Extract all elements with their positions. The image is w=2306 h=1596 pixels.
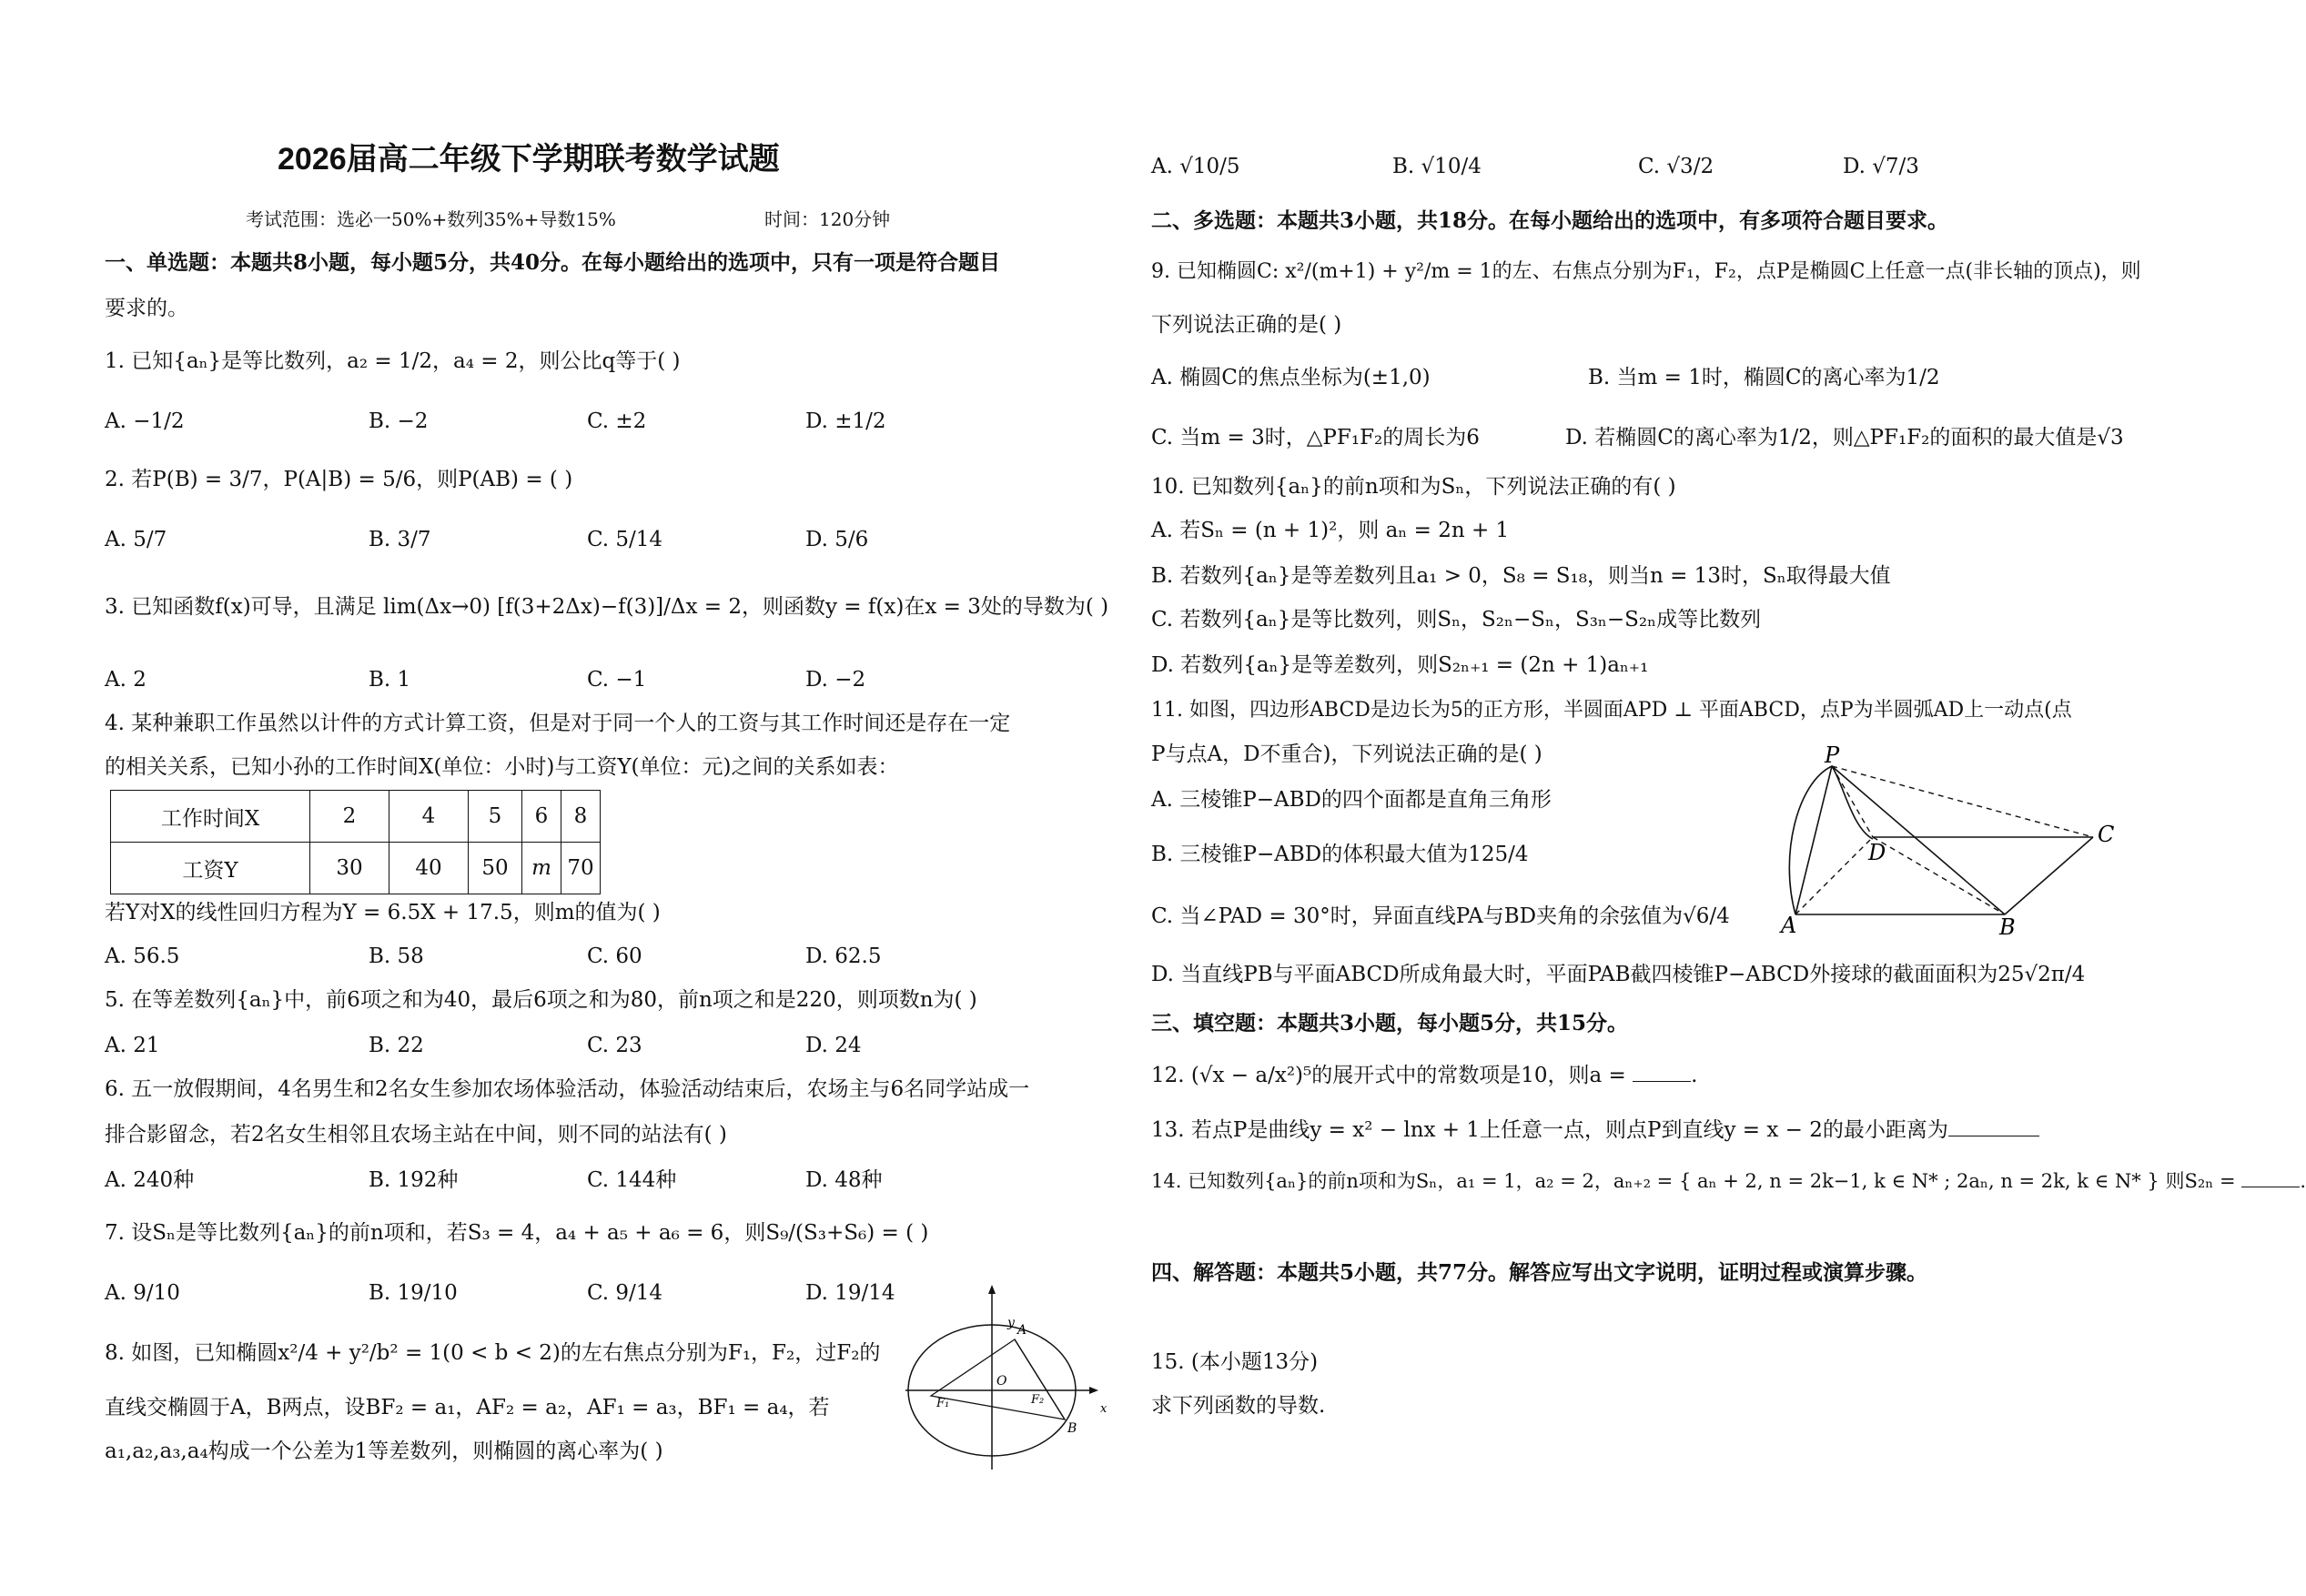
edge-pc — [1832, 766, 2093, 837]
exam-scope: 考试范围：选必一50%+数列35%+导数15% — [246, 208, 616, 230]
table-cell: 70 — [561, 843, 601, 894]
edge-pd — [1832, 766, 1873, 837]
label-y: y — [1007, 1316, 1015, 1330]
q8-option-c: C. √3/2 — [1638, 155, 1714, 178]
table-cell: 5 — [469, 791, 522, 843]
y-axis-arrow-icon — [988, 1285, 996, 1294]
q4-data-table — [110, 790, 601, 894]
q12-answer-blank[interactable] — [1633, 1061, 1691, 1082]
q12-text: 12. (√x − a/x²)⁵的展开式中的常数项是10，则a = — [1151, 1064, 1626, 1087]
q8-stem-3: a₁,a₂,a₃,a₄构成一个公差为1等差数列，则椭圆的离心率为( ) — [105, 1439, 663, 1463]
q13-answer-blank[interactable] — [1948, 1116, 2039, 1136]
q9-option-a: A. 椭圆C的焦点坐标为(±1,0) — [1151, 366, 1431, 389]
q5-option-b: B. 22 — [369, 1034, 424, 1057]
q7-stem: 7. 设Sₙ是等比数列{aₙ}的前n项和，若S₃ = 4，a₄ + a₅ + a₆ = 6，则S₉/(S₃+S₆) = ( ) — [105, 1221, 929, 1245]
q9-option-c: C. 当m = 3时，△PF₁F₂的周长为6 — [1151, 426, 1480, 450]
q7-option-d: D. 19/14 — [805, 1281, 895, 1305]
table-cell: 工作时间X — [111, 791, 310, 843]
q11-option-a: A. 三棱锥P−ABD的四个面都是直角三角形 — [1151, 788, 1552, 812]
q4-stem-2: 的相关关系，已知小孙的工作时间X(单位：小时)与工资Y(单位：元)之间的关系如表： — [105, 755, 899, 779]
edge-pb — [1832, 766, 2005, 914]
table-cell: 2 — [310, 791, 389, 843]
exam-time: 时间：120分钟 — [764, 208, 891, 230]
label-f2: F₂ — [1031, 1393, 1045, 1407]
table-cell: 30 — [310, 843, 389, 894]
q3-option-b: B. 1 — [369, 668, 411, 692]
q5-stem: 5. 在等差数列{aₙ}中，前6项之和为40，最后6项之和为80，前n项之和是220，则项数n为( ) — [105, 988, 977, 1012]
table-cell: m — [522, 843, 561, 894]
q10-option-a: A. 若Sₙ = (n + 1)²，则 aₙ = 2n + 1 — [1151, 519, 1510, 542]
q5-option-a: A. 21 — [105, 1034, 160, 1057]
x-axis-arrow-icon — [1089, 1387, 1098, 1394]
section1-heading: 一、单选题：本题共8小题，每小题5分，共40分。在每小题给出的选项中，只有一项是符合题目 — [105, 250, 1001, 275]
q15-title: 15. (本小题13分) — [1151, 1350, 1319, 1374]
q9-stem-2: 下列说法正确的是( ) — [1151, 313, 1342, 337]
table-cell: 50 — [469, 843, 522, 894]
table-cell: 8 — [561, 791, 601, 843]
q9-option-b: B. 当m = 1时，椭圆C的离心率为1/2 — [1588, 366, 1940, 389]
table-row — [111, 791, 601, 843]
q2-option-d: D. 5/6 — [805, 528, 869, 551]
label-o: O — [996, 1374, 1007, 1389]
label-x: x — [1100, 1402, 1107, 1416]
q3-stem: 3. 已知函数f(x)可导，且满足 lim(Δx→0) [f(3+2Δx)−f(3)]/Δx = 2，则函数y = f(x)在x = 3处的导数为( ) — [105, 595, 1109, 619]
q6-option-c: C. 144种 — [587, 1168, 677, 1192]
section2-heading: 二、多选题：本题共3小题，共18分。在每小题给出的选项中，有多项符合题目要求。 — [1151, 208, 1949, 233]
q6-option-d: D. 48种 — [805, 1168, 883, 1192]
q15-instruction: 求下列函数的导数. — [1151, 1394, 1326, 1418]
q4-option-c: C. 60 — [587, 944, 642, 968]
label-d: D — [1868, 840, 1886, 865]
q5-option-d: D. 24 — [805, 1034, 862, 1057]
q4-stem-1: 4. 某种兼职工作虽然以计件的方式计算工资，但是对于同一个人的工资与其工作时间还是存在一定 — [105, 712, 1011, 735]
q8-option-b: B. √10/4 — [1392, 155, 1482, 178]
q7-option-a: A. 9/10 — [105, 1281, 180, 1305]
q2-stem: 2. 若P(B) = 3/7，P(A|B) = 5/6，则P(AB) = ( ) — [105, 468, 573, 491]
label-a: A — [1781, 913, 1797, 938]
q3-option-d: D. −2 — [805, 668, 866, 692]
section4-heading: 四、解答题：本题共5小题，共77分。解答应写出文字说明，证明过程或演算步骤。 — [1151, 1260, 1928, 1285]
q11-option-d: D. 当直线PB与平面ABCD所成角最大时，平面PAB截四棱锥P−ABCD外接球的截面面积为25√2π/4 — [1151, 963, 2086, 986]
q14-answer-blank[interactable] — [2241, 1167, 2300, 1187]
q2-option-c: C. 5/14 — [587, 528, 663, 551]
q4-option-a: A. 56.5 — [105, 944, 180, 968]
semicircle-arc — [1789, 766, 1873, 914]
q9-stem-1: 9. 已知椭圆C: x²/(m+1) + y²/m = 1的左、右焦点分别为F₁，F₂，点P是椭圆C上任意一点(非长轴的顶点)，则 — [1151, 260, 2141, 283]
q9-option-d: D. 若椭圆C的离心率为1/2，则△PF₁F₂的面积的最大值是√3 — [1565, 426, 2124, 450]
label-a: A — [1017, 1323, 1027, 1338]
q8-stem-1: 8. 如图，已知椭圆x²/4 + y²/b² = 1(0 < b < 2)的左右焦点分别为F₁，F₂，过F₂的 — [105, 1341, 881, 1365]
q10-option-b: B. 若数列{aₙ}是等差数列且a₁ > 0，S₈ = S₁₈，则当n = 13时，Sₙ取得最大值 — [1151, 564, 1891, 588]
q11-stem-2: P与点A，D不重合)，下列说法正确的是( ) — [1151, 742, 1542, 766]
q7-option-c: C. 9/14 — [587, 1281, 663, 1305]
label-p: P — [1825, 742, 1840, 768]
q6-stem-2: 排合影留念，若2名女生相邻且农场主站在中间，则不同的站法有( ) — [105, 1123, 727, 1146]
q8-option-a: A. √10/5 — [1151, 155, 1240, 178]
q8-option-d: D. √7/3 — [1843, 155, 1919, 178]
q11-option-b: B. 三棱锥P−ABD的体积最大值为125/4 — [1151, 843, 1529, 866]
q4-option-d: D. 62.5 — [805, 944, 882, 968]
q5-option-c: C. 23 — [587, 1034, 642, 1057]
page-title: 2026届高二年级下学期联考数学试题 — [278, 142, 780, 177]
table-row — [111, 843, 601, 894]
q1-option-b: B. −2 — [369, 409, 429, 433]
section3-heading: 三、填空题：本题共3小题，每小题5分，共15分。 — [1151, 1011, 1629, 1035]
q1-option-a: A. −1/2 — [105, 409, 185, 433]
label-f1: F₁ — [936, 1397, 950, 1410]
label-b: B — [1067, 1421, 1077, 1436]
q1-stem: 1. 已知{aₙ}是等比数列，a₂ = 1/2，a₄ = 2，则公比q等于( ) — [105, 349, 681, 373]
edge-pa — [1795, 766, 1832, 914]
q6-option-a: A. 240种 — [105, 1168, 195, 1192]
q12-stem: 12. (√x − a/x²)⁵的展开式中的常数项是10，则a = . — [1151, 1061, 1697, 1089]
edge-bc — [2005, 837, 2093, 914]
q10-option-c: C. 若数列{aₙ}是等比数列，则Sₙ，S₂ₙ−Sₙ，S₃ₙ−S₂ₙ成等比数列 — [1151, 608, 1762, 631]
section1-heading-cont: 要求的。 — [105, 297, 188, 320]
q6-stem-1: 6. 五一放假期间，4名男生和2名女生参加农场体验活动，体验活动结束后，农场主与6名同学站成一 — [105, 1077, 1030, 1101]
q3-option-c: C. −1 — [587, 668, 647, 692]
q13-text: 13. 若点P是曲线y = x² − lnx + 1上任意一点，则点P到直线y = x − 2的最小距离为 — [1151, 1118, 1948, 1142]
q10-option-d: D. 若数列{aₙ}是等差数列，则S₂ₙ₊₁ = (2n + 1)aₙ₊₁ — [1151, 653, 1649, 677]
chord-ab — [1015, 1339, 1065, 1419]
q11-option-c: C. 当∠PAD = 30°时，异面直线PA与BD夹角的余弦值为√6/4 — [1151, 904, 1730, 928]
edge-db — [1873, 837, 2005, 914]
q14-text: 14. 已知数列{aₙ}的前n项和为Sₙ，a₁ = 1，a₂ = 2，aₙ₊₂ = { aₙ + 2, n = 2k−1, k ∈ N* ; 2aₙ, n = 2k, k ∈ N* } 则S₂ₙ = — [1151, 1170, 2236, 1192]
q8-ellipse-figure — [905, 1283, 1119, 1474]
label-c: C — [2098, 822, 2115, 847]
q11-pyramid-figure — [1779, 742, 2125, 940]
table-cell: 4 — [389, 791, 469, 843]
q11-stem-1: 11. 如图，四边形ABCD是边长为5的正方形，半圆面APD ⊥ 平面ABCD，点P为半圆弧AD上一动点(点 — [1151, 699, 2072, 722]
q1-option-d: D. ±1/2 — [805, 409, 886, 433]
q4-option-b: B. 58 — [369, 944, 424, 968]
q1-option-c: C. ±2 — [587, 409, 647, 433]
q4-stem-3: 若Y对X的线性回归方程为Y = 6.5X + 17.5，则m的值为( ) — [105, 901, 661, 924]
table-cell: 6 — [522, 791, 561, 843]
q10-stem: 10. 已知数列{aₙ}的前n项和为Sₙ，下列说法正确的有( ) — [1151, 475, 1676, 499]
q13-stem — [1151, 1116, 2039, 1144]
table-cell: 工资Y — [111, 843, 310, 894]
label-b: B — [1999, 914, 2016, 940]
edge-ad — [1795, 837, 1873, 914]
q7-option-b: B. 19/10 — [369, 1281, 458, 1305]
q3-option-a: A. 2 — [105, 668, 147, 692]
q2-option-b: B. 3/7 — [369, 528, 431, 551]
q14-stem: 14. 已知数列{aₙ}的前n项和为Sₙ，a₁ = 1，a₂ = 2，aₙ₊₂ = { aₙ + 2, n = 2k−1, k ∈ N* ; 2aₙ, n = 2k, k ∈ N* } 则S₂ₙ = . — [1151, 1167, 2306, 1195]
table-cell: 40 — [389, 843, 469, 894]
q2-option-a: A. 5/7 — [105, 528, 167, 551]
q8-stem-2: 直线交椭圆于A，B两点，设BF₂ = a₁，AF₂ = a₂，AF₁ = a₃，BF₁ = a₄，若 — [105, 1396, 830, 1419]
q6-option-b: B. 192种 — [369, 1168, 459, 1192]
